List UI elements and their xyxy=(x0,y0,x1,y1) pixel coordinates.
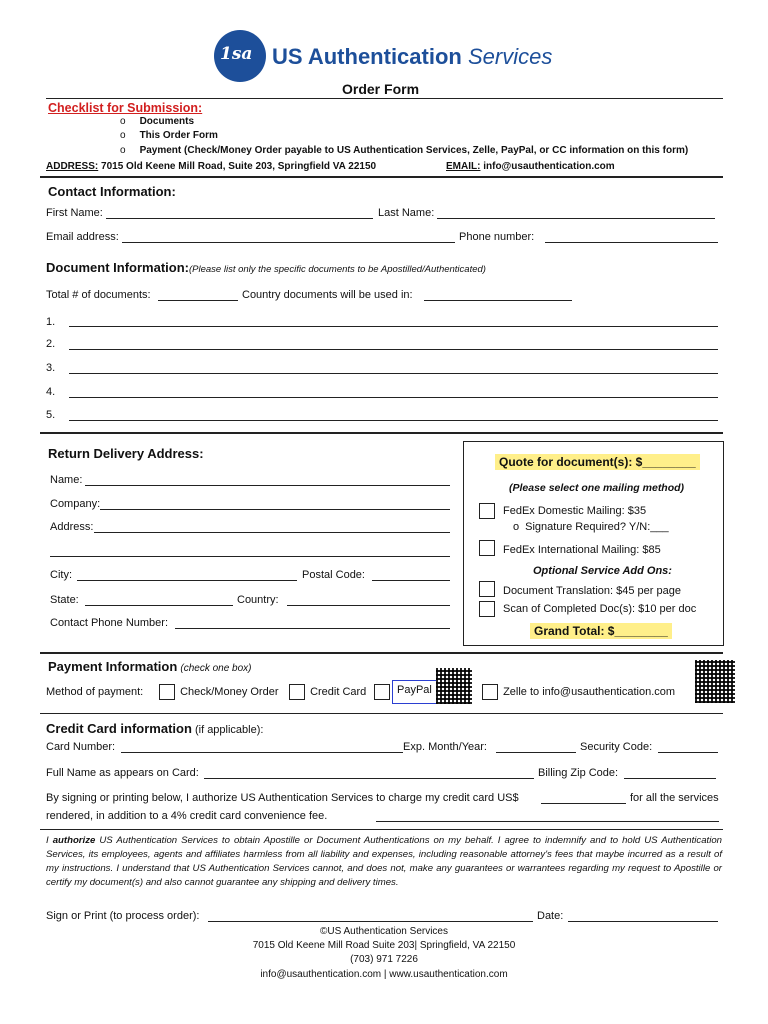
payment-heading: Payment Information (check one box) xyxy=(48,659,252,674)
check-checkbox[interactable] xyxy=(159,684,175,700)
section-divider xyxy=(40,652,723,654)
doc-line-field[interactable] xyxy=(69,397,718,398)
doc-line-number: 3. xyxy=(46,362,56,374)
total-docs-label: Total # of documents: xyxy=(46,289,151,301)
first-name-label: First Name: xyxy=(46,207,103,219)
addons-heading: Optional Service Add Ons: xyxy=(533,565,672,577)
delivery-country-field[interactable] xyxy=(287,605,450,606)
card-number-label: Card Number: xyxy=(46,741,116,753)
card-number-field[interactable] xyxy=(121,752,403,753)
footer-phone: (703) 971 7226 xyxy=(350,954,418,965)
delivery-phone-field[interactable] xyxy=(175,628,450,629)
doc-line-number: 5. xyxy=(46,409,56,421)
grand-total: Grand Total: $________ xyxy=(530,623,672,639)
zelle-option[interactable] xyxy=(482,684,675,700)
checklist-item: o This Order Form xyxy=(120,130,218,141)
translation-checkbox[interactable] xyxy=(479,581,495,597)
billing-zip-label: Billing Zip Code: xyxy=(538,767,619,779)
checklist-item: o Documents xyxy=(120,116,195,127)
zelle-label: Zelle to info@usauthentication.com xyxy=(503,685,676,698)
brand-accent: Services xyxy=(467,44,553,69)
phone-label: Phone number: xyxy=(459,231,535,243)
fedex-intl-checkbox[interactable] xyxy=(479,540,495,556)
fedex-intl-label: FedEx International Mailing: $85 xyxy=(503,544,661,556)
footer-address: 7015 Old Keene Mill Road Suite 203| Springfield, VA 22150 xyxy=(252,940,516,951)
section-divider xyxy=(40,829,723,830)
credit-option[interactable] xyxy=(289,684,366,700)
delivery-state-label: State: xyxy=(50,594,79,606)
delivery-city-label: City: xyxy=(50,569,72,581)
date-field[interactable] xyxy=(568,921,718,922)
exp-label: Exp. Month/Year: xyxy=(403,741,487,753)
delivery-company-label: Company: xyxy=(50,498,101,510)
last-name-label: Last Name: xyxy=(378,207,435,219)
checklist-heading: Checklist for Submission: xyxy=(48,101,203,115)
doc-line-number: 4. xyxy=(46,386,56,398)
authorize-text-end: for all the services xyxy=(630,792,719,804)
method-label: Method of payment: xyxy=(46,686,144,698)
security-label: Security Code: xyxy=(580,741,653,753)
country-label: Country documents will be used in: xyxy=(242,289,413,301)
section-divider xyxy=(40,176,723,178)
disclaimer-text: I authorize US Authentication Services to obtain Apostille or Document Authentications on my behalf. I agree to indemnify and to hold US Authentication Services, its employees, agents and affiliates harmless from all liability and expenses, including reasonable attorney's fees that maybe incurred as a result of my instructions. I understand that US Authentication Services cannot, and does not, make any guarantees or warrantees regarding my request to Apostille or certify my document(s) and also cannot guarantee any shipping and delivery times. xyxy=(46,835,723,888)
document-heading: Document Information:(Please list only the specific documents to be Apostilled/Authenticated) xyxy=(46,260,486,275)
delivery-phone-label: Contact Phone Number: xyxy=(50,617,169,629)
delivery-postal-label: Postal Code: xyxy=(302,569,365,581)
authorize-text-2: rendered, in addition to a 4% credit card convenience fee. xyxy=(46,810,328,822)
section-divider xyxy=(40,432,723,434)
doc-line-field[interactable] xyxy=(69,373,718,374)
check-label: Check/Money Order xyxy=(180,685,279,698)
quote-label: Quote for document(s): $________ xyxy=(495,454,700,470)
phone-field[interactable] xyxy=(545,242,718,243)
delivery-state-field[interactable] xyxy=(85,605,233,606)
delivery-address-label: Address: xyxy=(50,521,94,533)
mailing-select-note: (Please select one mailing method) xyxy=(509,482,685,494)
translation-label: Document Translation: $45 per page xyxy=(503,585,681,597)
email-label: Email address: xyxy=(46,231,119,243)
check-option[interactable] xyxy=(159,684,279,700)
billing-zip-field[interactable] xyxy=(624,778,716,779)
footer-copyright: ©US Authentication Services xyxy=(320,926,448,937)
scan-label: Scan of Completed Doc(s): $10 per doc xyxy=(503,603,697,615)
delivery-country-label: Country: xyxy=(237,594,279,606)
fedex-domestic-option[interactable] xyxy=(479,503,495,519)
date-label: Date: xyxy=(537,910,564,922)
total-docs-field[interactable] xyxy=(158,300,238,301)
section-divider xyxy=(40,713,723,714)
scan-option[interactable] xyxy=(479,601,495,617)
credit-checkbox[interactable] xyxy=(289,684,305,700)
zelle-qr-code xyxy=(695,660,735,703)
doc-line-field[interactable] xyxy=(69,349,718,350)
cc-heading: Credit Card information (if applicable): xyxy=(46,721,264,736)
delivery-city-field[interactable] xyxy=(77,580,297,581)
full-name-field[interactable] xyxy=(204,778,534,779)
contact-heading: Contact Information: xyxy=(48,184,176,199)
brand-name xyxy=(272,44,552,70)
brand-main: US Authentication xyxy=(272,44,462,69)
address-line: ADDRESS: 7015 Old Keene Mill Road, Suite 203, Springfield VA 22150 xyxy=(46,161,377,172)
company-logo xyxy=(214,30,266,82)
paypal-option[interactable] xyxy=(374,684,390,700)
last-name-field[interactable] xyxy=(437,218,715,219)
paypal-qr-code xyxy=(436,668,472,704)
fedex-domestic-checkbox[interactable] xyxy=(479,503,495,519)
fedex-intl-option[interactable] xyxy=(479,540,495,556)
security-field[interactable] xyxy=(658,752,718,753)
scan-checkbox[interactable] xyxy=(479,601,495,617)
delivery-address-field-2[interactable] xyxy=(50,556,450,557)
first-name-field[interactable] xyxy=(106,218,373,219)
delivery-heading: Return Delivery Address: xyxy=(48,446,204,461)
credit-label: Credit Card xyxy=(310,685,367,698)
delivery-address-field[interactable] xyxy=(94,532,450,533)
delivery-name-label: Name: xyxy=(50,474,83,486)
signature-required: o Signature Required? Y/N:___ xyxy=(513,521,669,533)
doc-line-number: 2. xyxy=(46,338,56,350)
translation-option[interactable] xyxy=(479,581,495,597)
full-name-label: Full Name as appears on Card: xyxy=(46,767,199,779)
delivery-postal-field[interactable] xyxy=(372,580,450,581)
footer-contact: info@usauthentication.com | www.usauthentication.com xyxy=(260,969,508,980)
delivery-name-field[interactable] xyxy=(85,485,450,486)
signature-field[interactable] xyxy=(208,921,533,922)
paypal-checkbox[interactable] xyxy=(374,684,390,700)
email-line: EMAIL: info@usauthentication.com xyxy=(446,161,615,172)
logo-monogram: 1sa xyxy=(220,44,253,64)
fedex-domestic-label: FedEx Domestic Mailing: $35 xyxy=(503,505,647,517)
sign-label: Sign or Print (to process order): xyxy=(46,910,200,922)
title-divider xyxy=(46,98,723,99)
authorize-line xyxy=(376,821,719,822)
delivery-company-field[interactable] xyxy=(100,509,450,510)
paypal-label: PayPal xyxy=(392,680,444,704)
email-field[interactable] xyxy=(122,242,455,243)
form-title: Order Form xyxy=(342,81,420,97)
exp-field[interactable] xyxy=(496,752,576,753)
zelle-checkbox[interactable] xyxy=(482,684,498,700)
doc-line-field[interactable] xyxy=(69,420,718,421)
checklist-item: o Payment (Check/Money Order payable to US Authentication Services, Zelle, PayPal, or CC information on this form) xyxy=(120,145,689,156)
charge-amount-field[interactable] xyxy=(541,803,626,804)
doc-line-field[interactable] xyxy=(69,326,718,327)
doc-line-number: 1. xyxy=(46,316,56,328)
country-field[interactable] xyxy=(424,300,572,301)
authorize-text: By signing or printing below, I authorize US Authentication Services to charge my credit card US$ xyxy=(46,792,519,804)
